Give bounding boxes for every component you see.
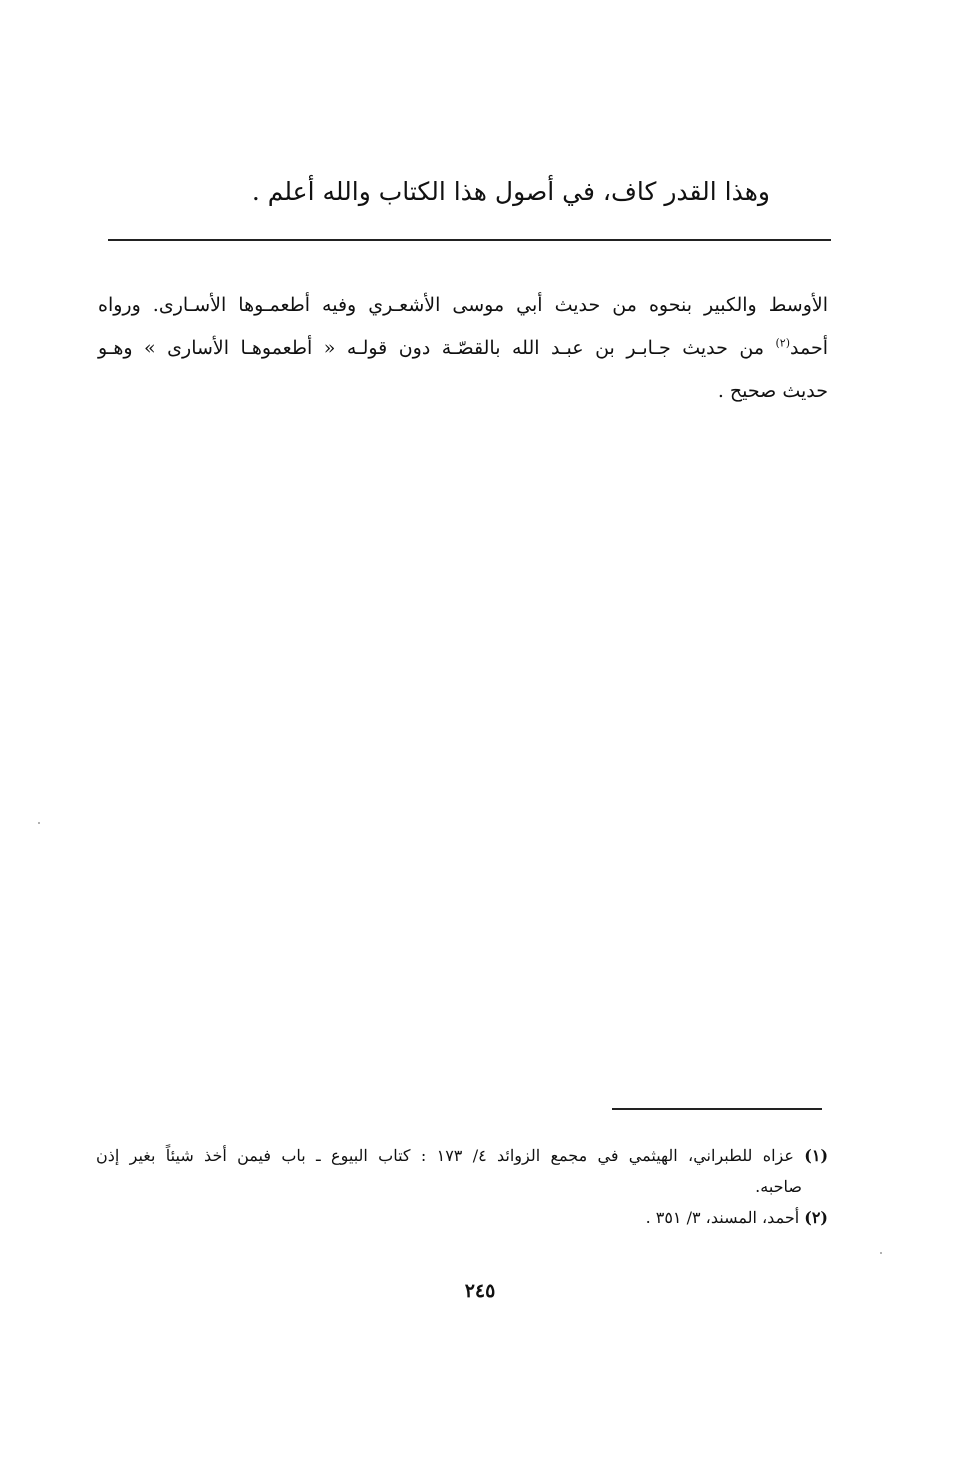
paragraph-line-2-rest: من حديث جـابـر بن عبـد الله بالقصّـة دون قولـه « أطعموهـا الأسارى » وهـو — [98, 337, 776, 359]
paragraph-line-2 — [98, 327, 828, 370]
footnotes-block — [96, 1140, 828, 1233]
footnote-1-text: عزاه للطبراني، الهيثمي في مجمع الزوائد ٤/ ١٧٣ : كتاب البيوع ـ باب فيمن أخذ شيئاً بغير إذن — [96, 1146, 794, 1165]
footnote-1-number: (١) — [804, 1146, 829, 1165]
closing-sentence: وهذا القدر كاف، في أصول هذا الكتاب والله أعلم . — [251, 177, 770, 206]
footnote-2-text: أحمد، المسند، ٣/ ٣٥١ . — [645, 1208, 800, 1227]
footnote-divider — [612, 1108, 822, 1110]
footnote-1-line-2: صاحبه. — [755, 1177, 802, 1196]
hadith-paragraph — [98, 284, 828, 413]
scan-speck — [38, 822, 40, 824]
paragraph-line-3: حديث صحيح . — [717, 380, 828, 402]
footnote-1-line-1 — [96, 1140, 828, 1171]
paragraph-line-2-start: أحمد — [790, 337, 828, 359]
section-divider — [108, 239, 831, 241]
paragraph-line-1: الأوسط والكبير بنحوه من حديث أبي موسى الأشعـري وفيه أطعمـوها الأسـارى. ورواه — [98, 294, 828, 316]
footnote-ref-2: (٢) — [775, 336, 791, 350]
footnote-2 — [96, 1202, 828, 1233]
scan-speck — [880, 1252, 882, 1254]
page-number: ٢٤٥ — [464, 1280, 496, 1302]
footnote-2-number: (٢) — [804, 1208, 828, 1227]
